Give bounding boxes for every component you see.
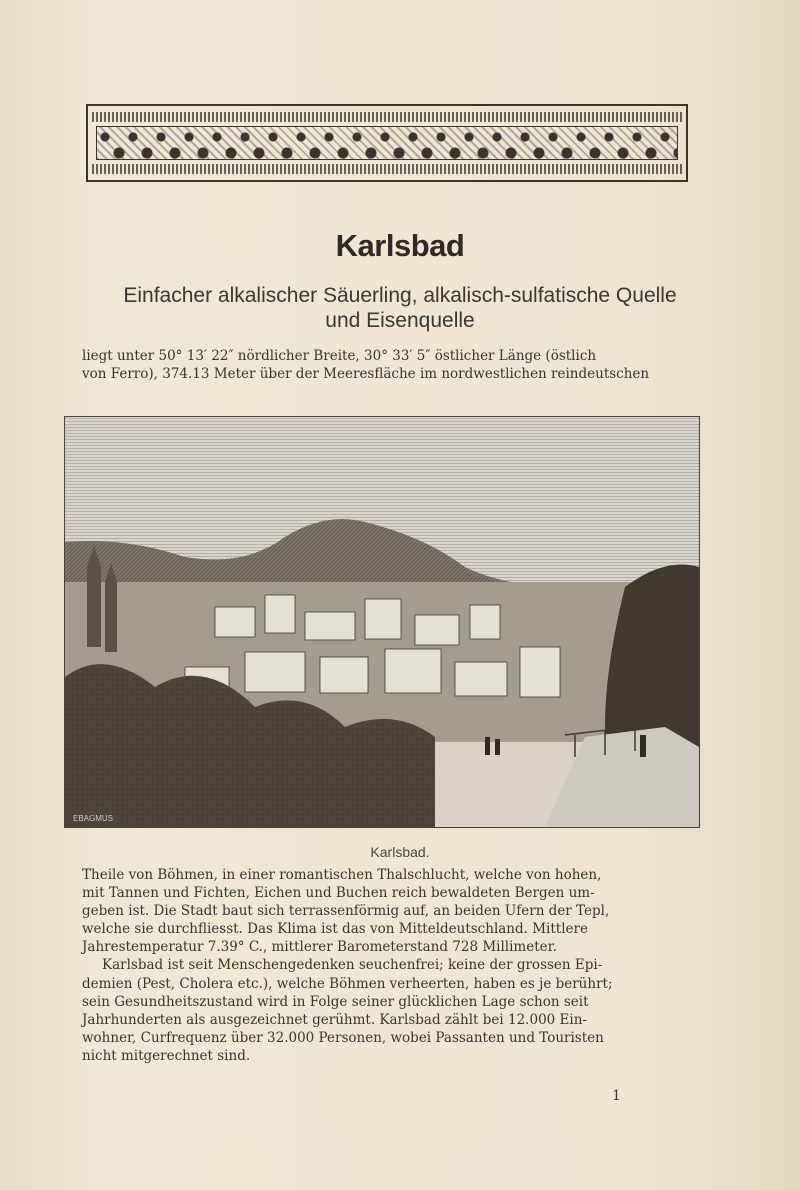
- body-paragraph: [82, 866, 702, 1065]
- body-line: sein Gesundheitszustand wird in Folge seiner glücklichen Lage schon seit: [82, 993, 589, 1010]
- intro-paragraph: [82, 347, 698, 383]
- subtitle-line-2: und Eisenquelle: [325, 309, 475, 332]
- figure-caption: Karlsbad.: [370, 844, 430, 860]
- decorative-header-band: [86, 104, 688, 182]
- engraver-signature: EBAGMUS: [73, 814, 114, 823]
- body-line: mit Tannen und Fichten, Eichen und Buchen reich bewaldeten Bergen um-: [82, 885, 595, 902]
- body-line: demien (Pest, Cholera etc.), welche Böhmen verheerten, haben es je berührt;: [82, 975, 613, 992]
- body-line: nicht mitgerechnet sind.: [82, 1047, 251, 1064]
- body-line: Karlsbad ist seit Menschengedenken seuchenfrei; keine der grossen Epi-: [102, 957, 603, 974]
- subtitle-line-1: Einfacher alkalischer Säuerling, alkalisch-sulfatische Quelle: [123, 284, 677, 307]
- page-title: Karlsbad: [335, 228, 465, 263]
- body-line: wohner, Curfrequenz über 32.000 Personen, wobei Passanten und Touristen: [82, 1029, 604, 1046]
- ornament-pattern: [96, 126, 678, 160]
- ornament-top-rule: [92, 112, 682, 122]
- body-line: geben ist. Die Stadt baut sich terrassenförmig auf, an beiden Ufern der Tepl,: [82, 903, 610, 920]
- body-line: Jahrhunderten als ausgezeichnet gerühmt. Karlsbad zählt bei 12.000 Ein-: [82, 1011, 587, 1028]
- ornament-bottom-rule: [92, 164, 682, 174]
- intro-line: von Ferro), 374.13 Meter über der Meeresfläche im nordwestlichen reindeutschen: [82, 366, 650, 382]
- karlsbad-engraving: [64, 416, 700, 828]
- body-line: Theile von Böhmen, in einer romantischen Thalschlucht, welche von hohen,: [82, 867, 602, 883]
- engraving-illustration: [65, 417, 699, 827]
- page-number: 1: [612, 1088, 621, 1104]
- body-line: Jahrestemperatur 7.39° C., mittlerer Barometerstand 728 Millimeter.: [82, 939, 557, 956]
- intro-line: liegt unter 50° 13′ 22″ nördlicher Breite, 30° 33′ 5″ östlicher Länge (östlich: [82, 348, 597, 364]
- body-line: welche sie durchfliesst. Das Klima ist das von Mitteldeutschland. Mittlere: [82, 921, 588, 938]
